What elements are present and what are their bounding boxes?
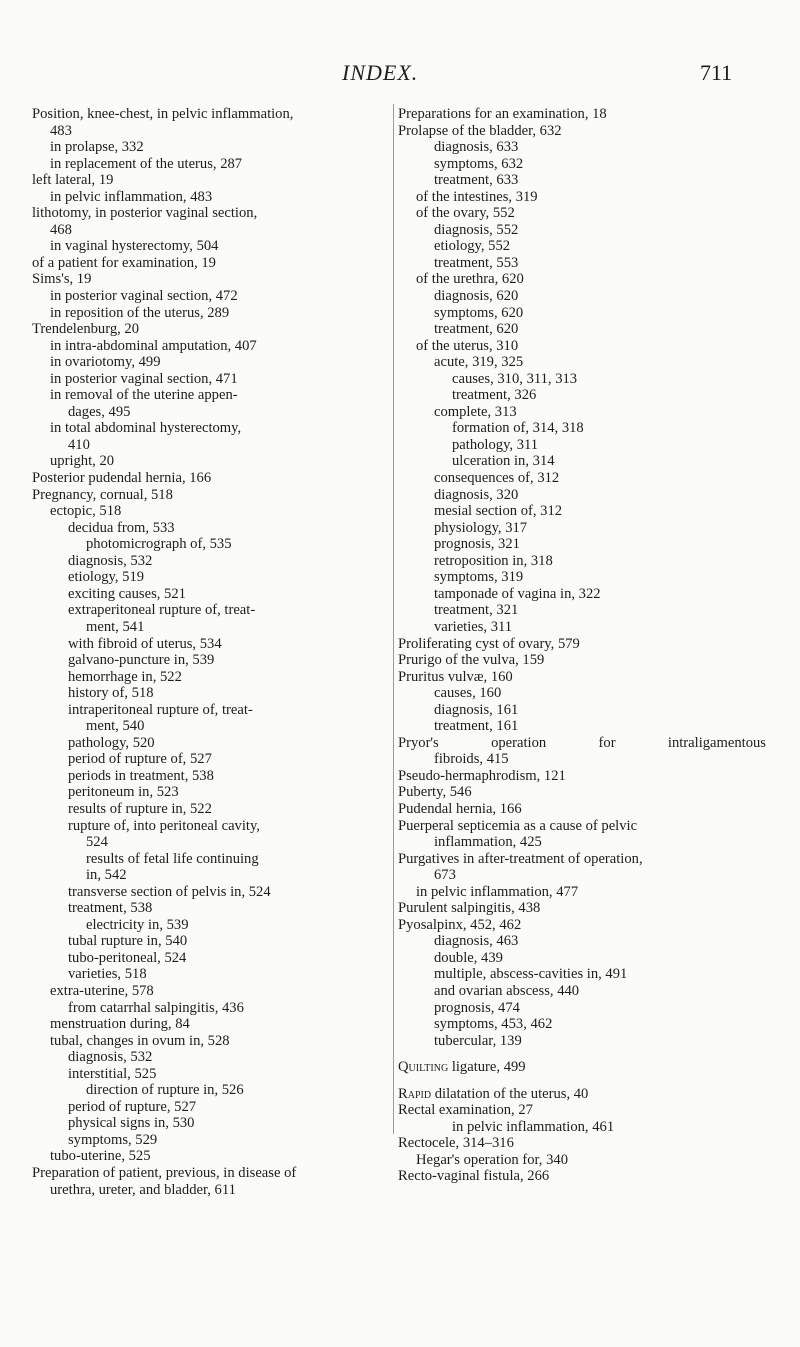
index-column-right <box>398 106 770 1185</box>
index-entry-rest: ligature, 499 <box>448 1059 526 1076</box>
index-entry-lead: Rapid <box>398 1085 432 1102</box>
index-entry: physical signs in, 530 <box>68 1115 195 1132</box>
index-entry: Purgatives in after-treatment of operation, <box>398 850 643 867</box>
index-entry: consequences of, 312 <box>434 470 560 487</box>
index-entry: pathology, 311 <box>452 436 539 453</box>
index-entry: in posterior vaginal section, 471 <box>50 370 238 387</box>
index-entry: diagnosis, 532 <box>68 552 153 569</box>
index-entry: diagnosis, 633 <box>434 139 519 156</box>
index-entry: of the uterus, 310 <box>416 337 519 354</box>
page-number: 711 <box>700 60 733 85</box>
index-entry: in posterior vaginal section, 472 <box>50 288 238 305</box>
index-entry: interstitial, 525 <box>68 1065 157 1082</box>
index-entry: peritoneum in, 523 <box>68 784 179 801</box>
index-entry: treatment, 161 <box>434 718 519 735</box>
index-entry: treatment, 553 <box>434 254 519 271</box>
index-entry: tubal, changes in ovum in, 528 <box>50 1032 230 1049</box>
index-entry: Pudendal hernia, 166 <box>398 800 522 817</box>
index-entry: Puberty, 546 <box>398 784 472 801</box>
index-entry: 483 <box>50 122 72 139</box>
index-entry: Pruritus vulvæ, 160 <box>398 668 513 685</box>
index-entry: causes, 310, 311, 313 <box>452 370 578 387</box>
index-entry: symptoms, 453, 462 <box>434 1016 553 1033</box>
index-entry: of a patient for examination, 19 <box>32 254 216 271</box>
index-entry: diagnosis, 161 <box>434 701 519 718</box>
index-entry: in ovariotomy, 499 <box>50 354 161 371</box>
index-entry: Pregnancy, cornual, 518 <box>32 486 173 503</box>
index-entry: in pelvic inflammation, 477 <box>416 883 579 900</box>
index-entry: with fibroid of uterus, 534 <box>68 635 222 652</box>
index-entry: hemorrhage in, 522 <box>68 668 182 685</box>
index-entry: intraperitoneal rupture of, treat- <box>68 701 253 718</box>
index-entry: menstruation during, 84 <box>50 1016 190 1033</box>
index-entry: 673 <box>434 867 456 884</box>
index-entry: galvano-puncture in, 539 <box>68 652 215 669</box>
index-entry: tamponade of vagina in, 322 <box>434 585 601 602</box>
running-header-title: INDEX. <box>342 60 419 85</box>
index-entry: mesial section of, 312 <box>434 503 563 520</box>
index-entry: Pseudo-hermaphrodism, 121 <box>398 767 566 784</box>
index-entry: diagnosis, 532 <box>68 1049 153 1066</box>
index-entry: varieties, 311 <box>434 618 513 635</box>
index-entry: causes, 160 <box>434 685 502 702</box>
index-entry: period of rupture of, 527 <box>68 751 212 768</box>
index-entry: results of rupture in, 522 <box>68 800 212 817</box>
index-entry: fibroids, 415 <box>434 751 509 768</box>
index-entry-word: intraligamentous <box>667 734 766 751</box>
index-entry <box>398 1059 770 1076</box>
index-entry: of the ovary, 552 <box>416 205 515 222</box>
index-entry: tubo-uterine, 525 <box>50 1148 151 1165</box>
index-entry: 468 <box>50 221 72 238</box>
index-entry: Prurigo of the vulva, 159 <box>398 652 545 669</box>
index-entry: 524 <box>86 834 108 851</box>
index-entry: tubo-peritoneal, 524 <box>68 949 187 966</box>
index-entry: treatment, 326 <box>452 387 537 404</box>
index-entry <box>398 1086 770 1103</box>
index-entry: symptoms, 632 <box>434 155 524 172</box>
index-entry: transverse section of pelvis in, 524 <box>68 883 271 900</box>
index-entry: Posterior pudendal hernia, 166 <box>32 470 212 487</box>
index-entry: symptoms, 620 <box>434 304 524 321</box>
index-entry: 410 <box>68 436 90 453</box>
index-entry: in, 542 <box>86 867 127 884</box>
index-entry: Rectal examination, 27 <box>398 1102 533 1119</box>
index-entry: in pelvic inflammation, 461 <box>452 1118 615 1135</box>
index-entry: electricity in, 539 <box>86 916 189 933</box>
index-entry-lead: Quilting <box>398 1059 449 1076</box>
index-entry: in removal of the uterine appen- <box>50 387 238 404</box>
index-entry: in vaginal hysterectomy, 504 <box>50 238 219 255</box>
index-entry: treatment, 620 <box>434 321 519 338</box>
index-entry: etiology, 519 <box>68 569 145 586</box>
index-entry: in reposition of the uterus, 289 <box>50 304 230 321</box>
index-entry: Preparation of patient, previous, in disease of <box>32 1165 297 1181</box>
index-entry: symptoms, 529 <box>68 1131 158 1148</box>
index-entry: of the urethra, 620 <box>416 271 524 288</box>
index-entry: inflammation, 425 <box>434 834 542 851</box>
index-entry: diagnosis, 620 <box>434 288 519 305</box>
index-entry: treatment, 633 <box>434 172 519 189</box>
index-entry: Proliferating cyst of ovary, 579 <box>398 635 580 652</box>
index-entry: extraperitoneal rupture of, treat- <box>68 602 256 619</box>
index-entry: treatment, 538 <box>68 900 153 917</box>
index-entry: results of fetal life continuing <box>86 850 259 867</box>
index-entry: urethra, ureter, and bladder, 611 <box>50 1181 236 1198</box>
index-entry: retroposition in, 318 <box>434 552 553 569</box>
index-entry: varieties, 518 <box>68 966 147 983</box>
index-entry: Sims's, 19 <box>32 271 92 288</box>
index-entry: prognosis, 474 <box>434 999 520 1016</box>
index-entry: in replacement of the uterus, 287 <box>50 155 243 172</box>
index-entry: ment, 541 <box>86 618 145 635</box>
index-entry: in pelvic inflammation, 483 <box>50 188 213 205</box>
index-entry: diagnosis, 552 <box>434 221 519 238</box>
index-entry: diagnosis, 320 <box>434 486 519 503</box>
index-entry: and ovarian abscess, 440 <box>434 982 580 999</box>
index-entry: upright, 20 <box>50 453 115 470</box>
index-entry: ectopic, 518 <box>50 503 122 520</box>
index-entry: prognosis, 321 <box>434 536 520 553</box>
index-entry: photomicrograph of, 535 <box>86 536 232 553</box>
index-entry: Trendelenburg, 20 <box>32 321 140 338</box>
index-entry: acute, 319, 325 <box>434 354 524 371</box>
index-entry-rest: dilatation of the uterus, 40 <box>431 1085 589 1102</box>
index-entry: Preparations for an examination, 18 <box>398 106 607 122</box>
index-entry <box>398 735 770 752</box>
index-entry: formation of, 314, 318 <box>452 420 584 437</box>
column-divider <box>393 104 394 1134</box>
index-entry: Purulent salpingitis, 438 <box>398 900 541 917</box>
index-entry: exciting causes, 521 <box>68 585 186 602</box>
index-entry: ulceration in, 314 <box>452 453 555 470</box>
index-entry: Position, knee-chest, in pelvic inflammation, <box>32 106 294 122</box>
index-entry: tubal rupture in, 540 <box>68 933 188 950</box>
index-entry: direction of rupture in, 526 <box>86 1082 244 1099</box>
index-entry: diagnosis, 463 <box>434 933 519 950</box>
index-entry: dages, 495 <box>68 403 131 420</box>
index-entry: treatment, 321 <box>434 602 519 619</box>
index-entry-word: for <box>598 734 616 751</box>
index-entry: ment, 540 <box>86 718 145 735</box>
index-entry-word: operation <box>491 734 547 751</box>
index-entry: lithotomy, in posterior vaginal section, <box>32 205 258 222</box>
index-entry: Pyosalpinx, 452, 462 <box>398 916 522 933</box>
index-entry: in prolapse, 332 <box>50 139 144 156</box>
index-entry: history of, 518 <box>68 685 154 702</box>
index-entry: periods in treatment, 538 <box>68 767 214 784</box>
index-entry: period of rupture, 527 <box>68 1098 197 1115</box>
index-entry: Hegar's operation for, 340 <box>416 1151 568 1168</box>
index-entry: Rectocele, 314–316 <box>398 1135 514 1152</box>
index-entry-word: Pryor's <box>398 734 439 751</box>
index-entry: physiology, 317 <box>434 519 528 536</box>
index-entry: left lateral, 19 <box>32 172 114 189</box>
index-entry: extra-uterine, 578 <box>50 982 154 999</box>
index-entry: double, 439 <box>434 949 503 966</box>
index-entry: Prolapse of the bladder, 632 <box>398 122 562 139</box>
index-entry: symptoms, 319 <box>434 569 524 586</box>
index-entry: in total abdominal hysterectomy, <box>50 420 242 437</box>
index-entry: of the intestines, 319 <box>416 188 538 205</box>
index-entry: from catarrhal salpingitis, 436 <box>68 999 244 1016</box>
index-entry: etiology, 552 <box>434 238 511 255</box>
index-column-left <box>32 106 392 1198</box>
index-entry: multiple, abscess-cavities in, 491 <box>434 966 628 983</box>
index-entry: rupture of, into peritoneal cavity, <box>68 817 260 834</box>
index-entry: tubercular, 139 <box>434 1032 522 1049</box>
index-entry: in intra-abdominal amputation, 407 <box>50 337 257 354</box>
index-entry: Puerperal septicemia as a cause of pelvic <box>398 817 638 834</box>
index-entry: complete, 313 <box>434 403 517 420</box>
index-entry: Recto-vaginal fistula, 266 <box>398 1168 550 1185</box>
index-entry: decidua from, 533 <box>68 519 175 536</box>
index-entry: pathology, 520 <box>68 734 155 751</box>
